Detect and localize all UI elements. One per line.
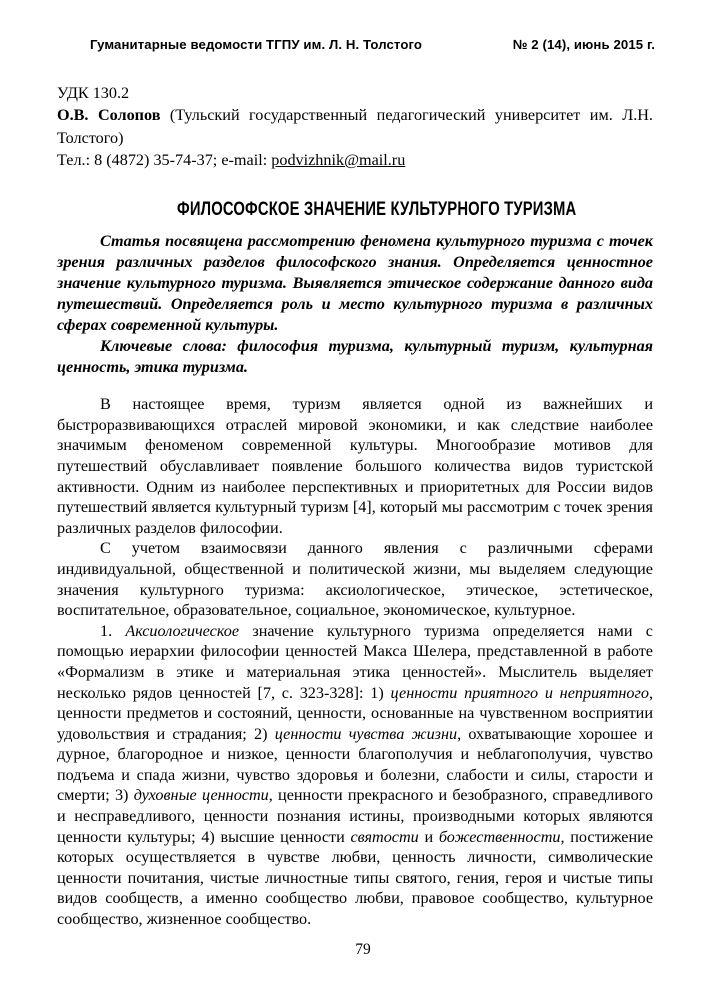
email-link[interactable]: podvizhnik@mail.ru [271,150,406,169]
text-run: значение культурного туризма определяется нами с помощью иерархии философии ценностей Макса Шелера, представленной в работе «Формализм в этике и материальная этика ценностей». Мыслитель выделяет несколько рядов ценностей [7, с. 323-328]: 1) [57,621,653,702]
body-paragraph-3 [57,621,653,930]
author-line [57,104,653,149]
author-affiliation: (Тульский государственный педагогический университет им. Л.Н. Толстого) [57,106,653,147]
page-header [90,37,655,52]
text-run: постижение которых осуществляется в чувстве любви, ценность личности, символические ценности почитания, чистые личностные типы святого, гения, героя и чистые типы видов сообществ, а именно сообщество любви, правовое сообщество, культурное сообщество, жизненное сообщество. [57,827,653,929]
abstract-block [57,231,653,378]
text-run: , ценности прекрасного и безобразного, справедливого и несправедливого, ценности познания истины, производными которых являются ценности культуры; 4) высшие ценности [57,786,654,846]
text-run: В настоящее время, туризм является одной из важнейших и быстроразвивающихся отраслей мировой экономики, и как следствие наиболее значимым феноменом современной культуры. Многообразие мотивов для путешествий обуславливает появление большого количества видов туристской активности. Одним из наиболее перспективных и приоритетных для России видов путешествий является культурный туризм [4], который мы рассмотрим с точек зрения различных разделов философии. [57,395,653,537]
text-run: ценности приятного и неприятного [390,683,649,702]
text-run: С учетом взаимосвязи данного явления с различными сферами индивидуальной, общественной и политической жизни, мы выделяем следующие значения культурного туризма: аксиологическое, этическое, эстетическое, воспитательное, образовательное, социальное, экономическое, культурное. [57,539,653,620]
text-run: , ценности предметов и состояний, ценности, основанные на чувственном восприятии удовольствия и страдания; 2) [57,683,653,743]
udc-code: УДК 130.2 [57,84,130,102]
journal-title: Гуманитарные ведомости ТГПУ им. Л. Н. Толстого [90,37,423,52]
article-content [57,82,653,930]
text-run: и [418,827,439,846]
keywords-text: Ключевые слова: философия туризма, культурный туризм, культурная ценность, этика туризма. [57,337,653,377]
page-number: 79 [355,941,371,958]
article-title-row [57,195,653,219]
author-name: О.В. Солопов [57,106,161,125]
text-run: Аксиологическое [125,621,240,640]
text-run: святости [350,827,419,846]
article-body [57,394,653,929]
issue-info: № 2 (14), июнь 2015 г. [512,37,655,52]
text-run: божественности, [438,827,565,846]
text-run: духовные ценности [133,786,269,805]
contact-line [57,149,653,171]
text-run: ценности чувства жизни [274,724,458,743]
text-run: , охватывающие хорошее и дурное, благородное и низкое, ценности благополучия и неблагополучия, чувство подъема и спада жизни, чувство здоровья и болезни, слабости и силы, старости и смерти; 3) [57,724,653,805]
text-run: 1. [100,621,126,640]
body-paragraph-2 [57,538,653,620]
abstract-text: Статья посвящена рассмотрению феномена культурного туризма с точек зрения различных разделов философского знания. Определяется ценностное значение культурного туризма. Выявляется этическое содержание данного вида путешествий. Определяется роль и место культурного туризма в различных сферах современной культуры. [57,232,653,335]
article-title: ФИЛОСОФСКОЕ ЗНАЧЕНИЕ КУЛЬТУРНОГО ТУРИЗМА [176,198,577,221]
contact-text: Тел.: 8 (4872) 35-74-37; e-mail: [57,150,272,169]
article-meta [57,82,653,171]
body-paragraph-1 [57,394,653,538]
